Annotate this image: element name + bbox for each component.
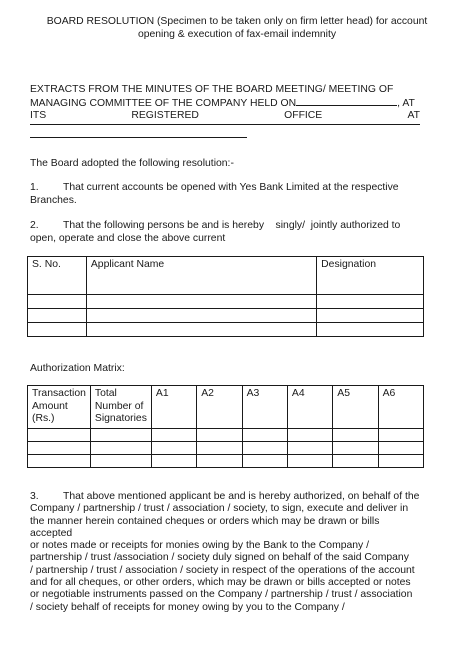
item-3-line: Company / partnership / trust / association / society, to sign, execute and deliver in <box>30 503 409 515</box>
item-3-line: or notes made or receipts for monies owing by the Bank to the Company / <box>30 540 370 552</box>
header-a2: A2 <box>197 386 242 429</box>
table-cell[interactable] <box>28 323 87 337</box>
table-cell[interactable] <box>333 454 378 467</box>
table-cell[interactable] <box>90 428 151 441</box>
extract-line-3 <box>30 109 420 122</box>
table-row <box>28 295 424 309</box>
table-cell[interactable] <box>151 428 196 441</box>
extract-line-2 <box>30 96 420 110</box>
header-a3: A3 <box>242 386 287 429</box>
table-cell[interactable] <box>28 309 87 323</box>
table-cell[interactable] <box>151 441 196 454</box>
table-cell[interactable] <box>86 309 316 323</box>
table-cell[interactable] <box>197 454 242 467</box>
table-cell[interactable] <box>378 428 423 441</box>
table-cell[interactable] <box>242 441 287 454</box>
header-s-no: S. No. <box>28 257 87 295</box>
applicant-table-header-row <box>28 257 424 295</box>
item-3-line: / partnership / trust / association / society in respect of the operations of the account <box>30 564 415 576</box>
table-row <box>28 454 424 467</box>
table-cell[interactable] <box>287 441 332 454</box>
table-cell[interactable] <box>90 454 151 467</box>
table-cell[interactable] <box>378 454 423 467</box>
header-a6: A6 <box>378 386 423 429</box>
item-2-line-2: open, operate and close the above current <box>30 233 226 244</box>
item-2-number: 2. <box>30 220 39 231</box>
header-total-signatories: Total Number of Signatories <box>90 386 151 429</box>
item-3-line-1: That above mentioned applicant be and is hereby authorized, on behalf of the <box>63 491 420 502</box>
table-row <box>28 428 424 441</box>
header-transaction-amount: Transaction Amount (Rs.) <box>28 386 91 429</box>
table-cell[interactable] <box>86 323 316 337</box>
table-cell[interactable] <box>28 295 87 309</box>
item-3-line: and for all cheques, or other orders, which may be drawn or bills accepted or notes <box>30 577 411 589</box>
table-row <box>28 309 424 323</box>
table-cell[interactable] <box>287 454 332 467</box>
item-1-line-2: Branches. <box>30 195 77 206</box>
table-cell[interactable] <box>28 441 91 454</box>
item-2-line-1: That the following persons be and is hereby singly/ jointly authorized to <box>63 220 401 231</box>
table-cell[interactable] <box>197 441 242 454</box>
resolution-item-1 <box>30 181 420 207</box>
header-a1: A1 <box>151 386 196 429</box>
document-heading <box>20 15 454 41</box>
table-cell[interactable] <box>287 428 332 441</box>
item-3-number: 3. <box>30 491 39 502</box>
table-cell[interactable] <box>90 441 151 454</box>
address-blank-line-2[interactable] <box>30 137 247 138</box>
table-cell[interactable] <box>86 295 316 309</box>
header-designation: Designation <box>317 257 424 295</box>
table-cell[interactable] <box>333 428 378 441</box>
extract-held-on-text: MANAGING COMMITTEE OF THE COMPANY HELD ON <box>30 98 297 109</box>
resolution-intro: The Board adopted the following resolution:- <box>30 158 234 169</box>
extract-word-registered: REGISTERED <box>131 110 199 121</box>
table-cell[interactable] <box>317 309 424 323</box>
header-a4: A4 <box>287 386 332 429</box>
table-cell[interactable] <box>28 428 91 441</box>
heading-line-1: BOARD RESOLUTION (Specimen to be taken only on firm letter head) for account <box>46 16 428 27</box>
table-cell[interactable] <box>317 295 424 309</box>
item-3-line: / society behalf of receipts for money owing by you to the Company / <box>30 601 345 613</box>
item-3-line: partnership / trust /association / society duly signed on behalf of the said Company <box>30 552 409 564</box>
table-cell[interactable] <box>242 454 287 467</box>
extract-line-1: EXTRACTS FROM THE MINUTES OF THE BOARD MEETING/ MEETING OF <box>30 84 394 95</box>
item-1-line-1: That current accounts be opened with Yes Bank Limited at the respective <box>63 182 399 193</box>
header-applicant-name: Applicant Name <box>86 257 316 295</box>
table-row <box>28 323 424 337</box>
extract-word-its: ITS <box>30 110 47 121</box>
extract-word-office: OFFICE <box>284 110 323 121</box>
table-row <box>28 441 424 454</box>
resolution-item-2 <box>30 219 420 245</box>
item-3-line: or negotiable instruments passed on the Company / partnership / trust / association <box>30 589 413 601</box>
authorization-matrix-table <box>27 385 424 468</box>
table-cell[interactable] <box>151 454 196 467</box>
extract-at-text: , AT <box>397 98 415 109</box>
item-1-number: 1. <box>30 182 39 193</box>
table-cell[interactable] <box>28 454 91 467</box>
table-cell[interactable] <box>317 323 424 337</box>
header-a5: A5 <box>333 386 378 429</box>
table-cell[interactable] <box>378 441 423 454</box>
table-cell[interactable] <box>333 441 378 454</box>
extract-word-at: AT <box>407 110 420 121</box>
heading-line-2: opening & execution of fax-email indemnity <box>137 29 337 40</box>
authorization-matrix-label: Authorization Matrix: <box>30 363 125 374</box>
applicant-table <box>27 256 424 337</box>
resolution-item-3 <box>30 491 420 614</box>
table-cell[interactable] <box>197 428 242 441</box>
address-blank-line-1[interactable] <box>30 124 420 125</box>
meeting-date-blank[interactable] <box>296 96 397 106</box>
item-3-line: the manner herein contained cheques or orders which may be drawn or bills accepted <box>30 515 380 539</box>
table-cell[interactable] <box>242 428 287 441</box>
matrix-header-row <box>28 386 424 429</box>
